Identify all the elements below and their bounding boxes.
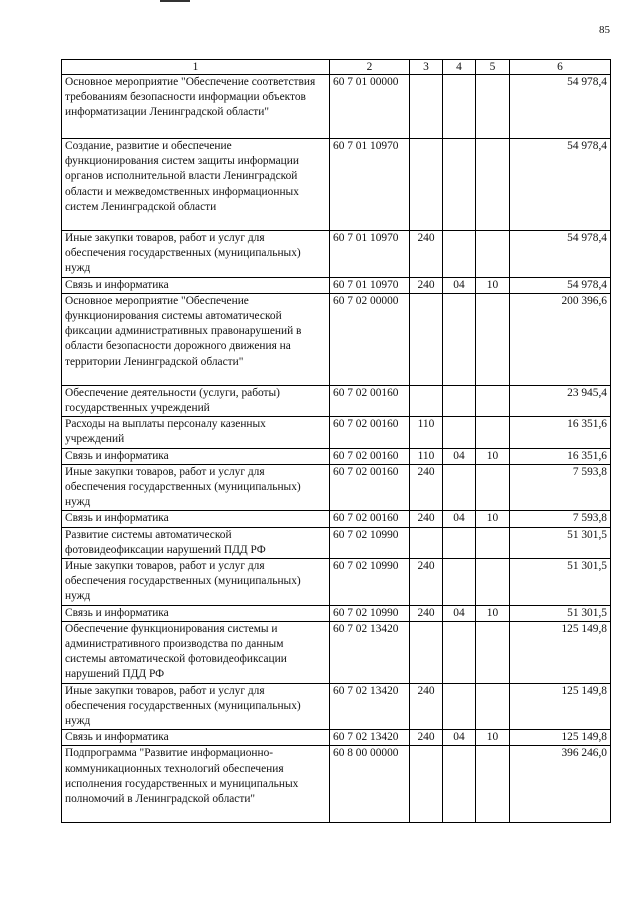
row-code-cell: 60 7 01 10970: [330, 277, 410, 293]
row-name-cell: Расходы на выплаты персоналу казенных учреждений: [62, 417, 330, 448]
row-name-cell: Связь и информатика: [62, 730, 330, 746]
header-cell: 1: [62, 60, 330, 75]
row-name-cell: Основное мероприятие "Обеспечение функционирования системы автоматической фиксации административных правонарушений в области безопасности дорожного движения на территории Ленинградской области": [62, 293, 330, 385]
row-name-cell: Связь и информатика: [62, 511, 330, 527]
row-vr-cell: 240: [410, 559, 443, 606]
budget-table: [61, 59, 611, 823]
row-pr-cell: [476, 385, 510, 416]
row-rz-cell: [443, 527, 476, 558]
row-amount-cell: 125 149,8: [510, 730, 611, 746]
row-rz-cell: 04: [443, 605, 476, 621]
row-rz-cell: 04: [443, 730, 476, 746]
row-rz-cell: [443, 683, 476, 730]
row-amount-cell: 51 301,5: [510, 605, 611, 621]
page-number: 85: [599, 24, 610, 36]
row-rz-cell: [443, 559, 476, 606]
row-pr-cell: 10: [476, 448, 510, 464]
row-rz-cell: [443, 621, 476, 683]
table-row: [62, 730, 611, 746]
row-pr-cell: [476, 527, 510, 558]
row-code-cell: 60 7 01 00000: [330, 75, 410, 139]
row-rz-cell: [443, 75, 476, 139]
row-rz-cell: 04: [443, 511, 476, 527]
row-vr-cell: [410, 139, 443, 231]
row-name-cell: Создание, развитие и обеспечение функционирования систем защиты информации органов исполнительной власти Ленинградской области и межведомственных информационных систем Ленинградской области: [62, 139, 330, 231]
row-vr-cell: [410, 621, 443, 683]
row-name-cell: Иные закупки товаров, работ и услуг для обеспечения государственных (муниципальных) нужд: [62, 683, 330, 730]
row-code-cell: 60 7 01 10970: [330, 139, 410, 231]
table-row: [62, 746, 611, 823]
table-row: [62, 464, 611, 511]
row-rz-cell: [443, 139, 476, 231]
row-code-cell: 60 7 02 10990: [330, 559, 410, 606]
row-vr-cell: [410, 385, 443, 416]
row-name-cell: Обеспечение деятельности (услуги, работы) государственных учреждений: [62, 385, 330, 416]
row-rz-cell: [443, 417, 476, 448]
row-amount-cell: 23 945,4: [510, 385, 611, 416]
row-vr-cell: 110: [410, 417, 443, 448]
row-pr-cell: 10: [476, 277, 510, 293]
row-pr-cell: [476, 75, 510, 139]
row-name-cell: Связь и информатика: [62, 277, 330, 293]
row-amount-cell: 396 246,0: [510, 746, 611, 823]
row-pr-cell: [476, 139, 510, 231]
row-name-cell: Обеспечение функционирования системы и административного производства по данным системы автоматической фотовидеофиксации нарушений ПДД РФ: [62, 621, 330, 683]
row-pr-cell: 10: [476, 730, 510, 746]
row-vr-cell: [410, 293, 443, 385]
row-amount-cell: 200 396,6: [510, 293, 611, 385]
row-name-cell: Основное мероприятие "Обеспечение соответствия требованиям безопасности информации объектов информатизации Ленинградской области": [62, 75, 330, 139]
row-amount-cell: 125 149,8: [510, 621, 611, 683]
row-vr-cell: [410, 75, 443, 139]
table-row: [62, 293, 611, 385]
table-row: [62, 621, 611, 683]
row-pr-cell: [476, 621, 510, 683]
row-code-cell: 60 7 01 10970: [330, 231, 410, 278]
row-amount-cell: 16 351,6: [510, 448, 611, 464]
row-name-cell: Иные закупки товаров, работ и услуг для обеспечения государственных (муниципальных) нужд: [62, 464, 330, 511]
row-name-cell: Развитие системы автоматической фотовидеофиксации нарушений ПДД РФ: [62, 527, 330, 558]
row-amount-cell: 16 351,6: [510, 417, 611, 448]
row-rz-cell: 04: [443, 448, 476, 464]
row-rz-cell: [443, 746, 476, 823]
row-name-cell: Подпрограмма "Развитие информационно-коммуникационных технологий обеспечения исполнения государственных и муниципальных полномочий в Ленинградской области": [62, 746, 330, 823]
header-cell: 5: [476, 60, 510, 75]
table-row: [62, 605, 611, 621]
table-row: [62, 511, 611, 527]
row-pr-cell: [476, 464, 510, 511]
row-pr-cell: [476, 683, 510, 730]
row-vr-cell: 240: [410, 511, 443, 527]
row-rz-cell: [443, 231, 476, 278]
table-row: [62, 277, 611, 293]
row-name-cell: Связь и информатика: [62, 448, 330, 464]
header-cell: 2: [330, 60, 410, 75]
table-row: [62, 559, 611, 606]
header-cell: 6: [510, 60, 611, 75]
row-pr-cell: 10: [476, 605, 510, 621]
row-rz-cell: [443, 464, 476, 511]
row-vr-cell: [410, 746, 443, 823]
row-code-cell: 60 7 02 10990: [330, 605, 410, 621]
header-row: [62, 60, 611, 75]
row-pr-cell: [476, 746, 510, 823]
row-amount-cell: 54 978,4: [510, 231, 611, 278]
row-name-cell: Иные закупки товаров, работ и услуг для обеспечения государственных (муниципальных) нужд: [62, 231, 330, 278]
table-row: [62, 417, 611, 448]
table-row: [62, 139, 611, 231]
header-cell: 3: [410, 60, 443, 75]
table-row: [62, 448, 611, 464]
row-pr-cell: [476, 417, 510, 448]
table-row: [62, 683, 611, 730]
row-amount-cell: 51 301,5: [510, 559, 611, 606]
row-name-cell: Связь и информатика: [62, 605, 330, 621]
row-amount-cell: 54 978,4: [510, 75, 611, 139]
row-code-cell: 60 7 02 00160: [330, 511, 410, 527]
row-vr-cell: [410, 527, 443, 558]
row-vr-cell: 240: [410, 464, 443, 511]
row-code-cell: 60 7 02 00160: [330, 464, 410, 511]
row-pr-cell: [476, 293, 510, 385]
row-code-cell: 60 7 02 00160: [330, 385, 410, 416]
row-code-cell: 60 7 02 13420: [330, 730, 410, 746]
table-row: [62, 75, 611, 139]
table-row: [62, 385, 611, 416]
row-amount-cell: 125 149,8: [510, 683, 611, 730]
row-vr-cell: 240: [410, 605, 443, 621]
row-amount-cell: 54 978,4: [510, 277, 611, 293]
row-code-cell: 60 7 02 00160: [330, 448, 410, 464]
row-code-cell: 60 7 02 00000: [330, 293, 410, 385]
row-vr-cell: 110: [410, 448, 443, 464]
row-pr-cell: 10: [476, 511, 510, 527]
table-row: [62, 527, 611, 558]
scan-artifact: [160, 0, 190, 2]
row-rz-cell: [443, 385, 476, 416]
header-cell: 4: [443, 60, 476, 75]
row-code-cell: 60 7 02 10990: [330, 527, 410, 558]
row-vr-cell: 240: [410, 683, 443, 730]
row-code-cell: 60 8 00 00000: [330, 746, 410, 823]
row-vr-cell: 240: [410, 730, 443, 746]
row-pr-cell: [476, 559, 510, 606]
row-amount-cell: 54 978,4: [510, 139, 611, 231]
row-pr-cell: [476, 231, 510, 278]
table-row: [62, 231, 611, 278]
row-vr-cell: 240: [410, 231, 443, 278]
row-code-cell: 60 7 02 13420: [330, 683, 410, 730]
row-vr-cell: 240: [410, 277, 443, 293]
row-rz-cell: [443, 293, 476, 385]
row-amount-cell: 7 593,8: [510, 511, 611, 527]
row-name-cell: Иные закупки товаров, работ и услуг для обеспечения государственных (муниципальных) нужд: [62, 559, 330, 606]
row-rz-cell: 04: [443, 277, 476, 293]
row-amount-cell: 51 301,5: [510, 527, 611, 558]
row-amount-cell: 7 593,8: [510, 464, 611, 511]
row-code-cell: 60 7 02 13420: [330, 621, 410, 683]
row-code-cell: 60 7 02 00160: [330, 417, 410, 448]
